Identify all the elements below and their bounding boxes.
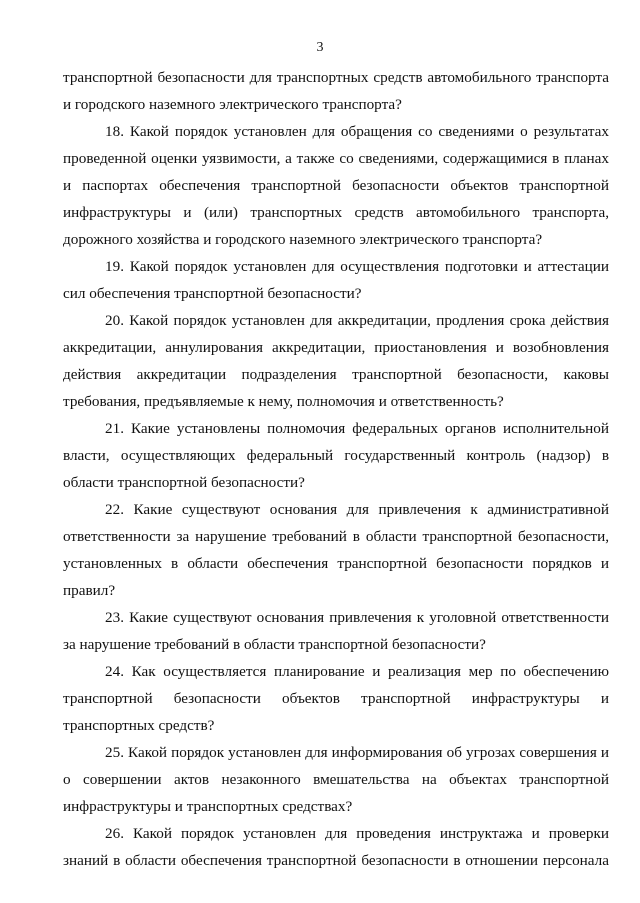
question-22: 22. Какие существуют основания для привлечения к административной ответственности за нарушение требований в области транспортной безопасности, установленных в области обеспечения транспортной безопасности порядков и правил? [63, 501, 609, 599]
question-25: 25. Какой порядок установлен для информирования об угрозах совершения и о совершении актов незаконного вмешательства на объектах транспортной инфраструктуры и транспортных средствах? [63, 744, 609, 815]
question-19: 19. Какой порядок установлен для осуществления подготовки и аттестации сил обеспечения транспортной безопасности? [63, 258, 609, 302]
question-20: 20. Какой порядок установлен для аккредитации, продления срока действия аккредитации, аннулирования аккредитации, приостановления и возобновления действия аккредитации подразделения транспортной безопасности, каковы требования, предъявляемые к нему, полномочия и ответственность? [63, 312, 609, 410]
question-21: 21. Какие установлены полномочия федеральных органов исполнительной власти, осуществляющих федеральный государственный контроль (надзор) в области транспортной безопасности? [63, 420, 609, 491]
question-18: 18. Какой порядок установлен для обращения со сведениями о результатах проведенной оценки уязвимости, а также со сведениями, содержащимися в планах и паспортах обеспечения транспортной безопасности объектов транспортной инфраструктуры и (или) транспортных средств автомобильного транспорта, дорожного хозяйства и городского наземного электрического транспорта? [63, 123, 609, 248]
page-number: 3 [316, 40, 324, 55]
question-26: 26. Какой порядок установлен для проведения инструктажа и проверки знаний в области обеспечения транспортной безопасности в отношении персонала [63, 825, 609, 869]
paragraph-continuation: транспортной безопасности для транспортных средств автомобильного транспорта и городского наземного электрического транспорта? [63, 69, 609, 113]
document-body [63, 64, 609, 874]
question-23: 23. Какие существуют основания привлечения к уголовной ответственности за нарушение требований в области транспортной безопасности? [63, 609, 609, 653]
question-24: 24. Как осуществляется планирование и реализация мер по обеспечению транспортной безопасности объектов транспортной инфраструктуры и транспортных средств? [63, 663, 609, 734]
